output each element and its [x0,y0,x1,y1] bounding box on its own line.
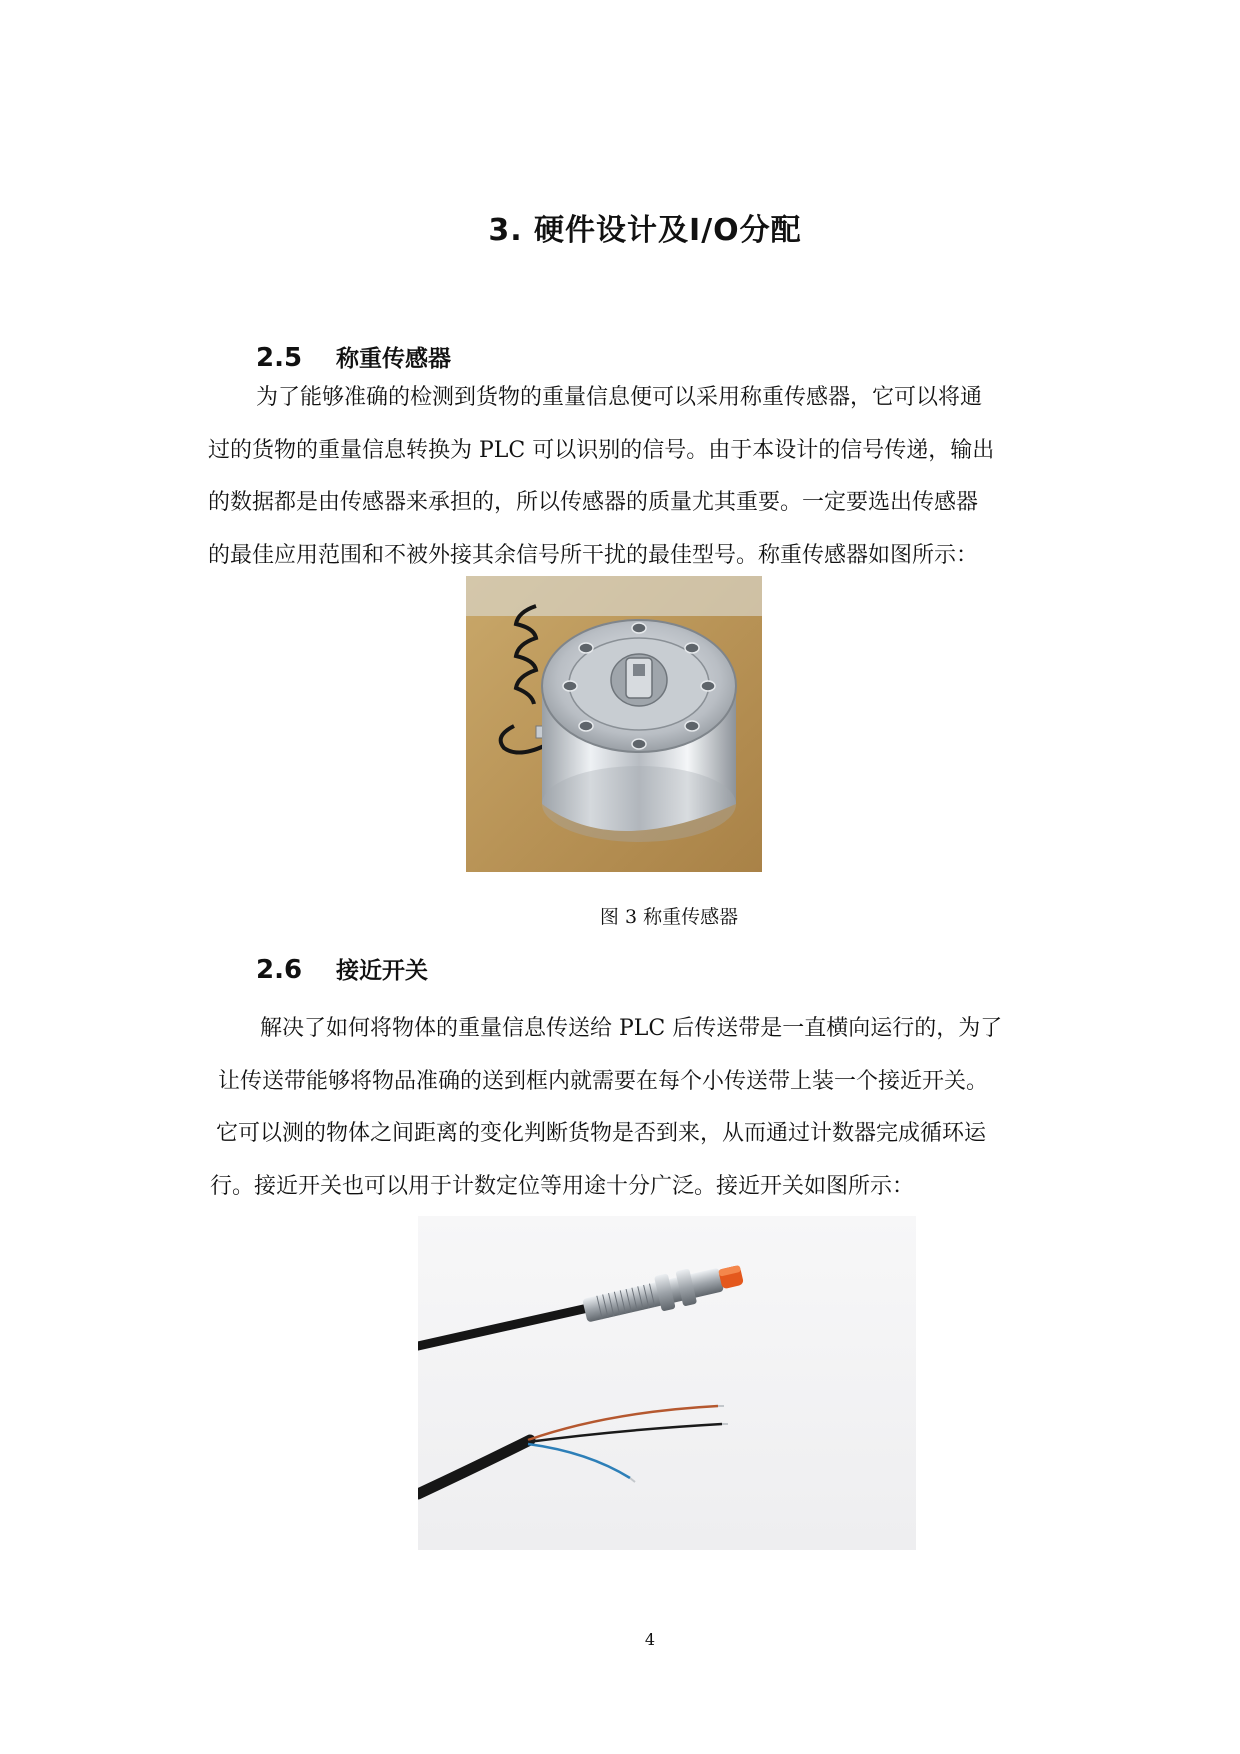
paragraph-load-cell [208,372,1088,582]
paragraph-line: 的数据都是由传感器来承担的，所以传感器的质量尤其重要。一定要选出传感器 [208,490,979,515]
paragraph-line: 让传送带能够将物品准确的送到框内就需要在每个小传送带上装一个接近开关。 [218,1068,989,1094]
figure-3-caption: 图 3 称重传感器 [599,906,739,928]
paragraph-line: 的最佳应用范围和不被外接其余信号所干扰的最佳型号。称重传感器如图所示： [208,542,979,568]
section-number: 2.5 [256,343,303,373]
page-number: 4 [644,1630,656,1649]
load-cell-photo [466,576,762,872]
paragraph-proximity-switch [210,1003,1090,1213]
chapter-title: 3. 硬件设计及I/O分配 [488,213,802,248]
proximity-switch-photo [418,1216,916,1550]
section-title: 接近开关 [336,958,428,984]
paragraph-line: 解决了如何将物体的重量信息传送给 PLC 后传送带是一直横向运行的，为了 [260,1016,1003,1041]
paragraph-line: 行。接近开关也可以用于计数定位等用途十分广泛。接近开关如图所示： [210,1173,915,1199]
paragraph-line: 它可以测的物体之间距离的变化判断货物是否到来，从而通过计数器完成循环运 [216,1121,987,1146]
section-heading-2-6 [256,952,428,985]
section-title: 称重传感器 [336,346,451,372]
paragraph-line: 为了能够准确的检测到货物的重量信息便可以采用称重传感器，它可以将通 [256,385,983,410]
paragraph-line: 过的货物的重量信息转换为 PLC 可以识别的信号。由于本设计的信号传递，输出 [208,437,995,463]
section-number: 2.6 [256,955,303,985]
section-heading-2-5 [256,340,451,373]
